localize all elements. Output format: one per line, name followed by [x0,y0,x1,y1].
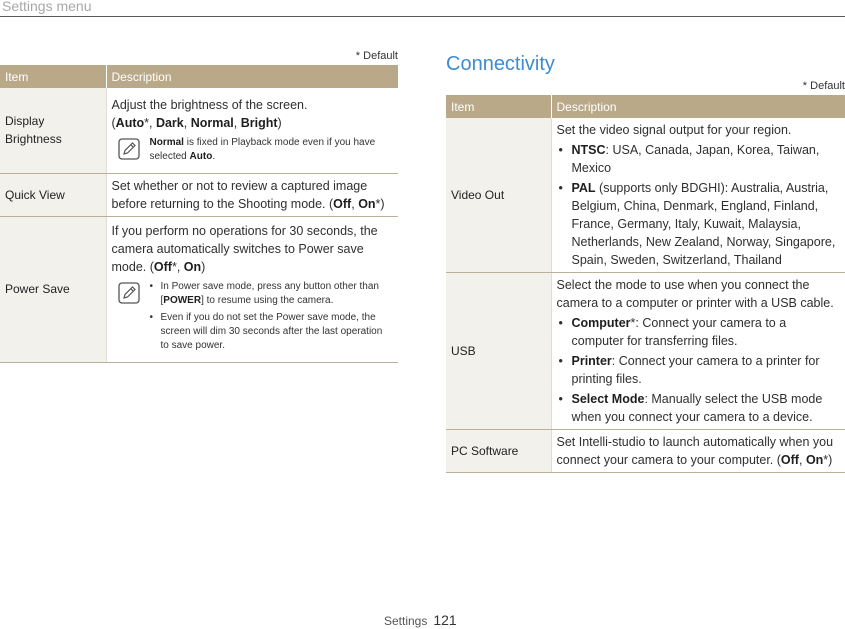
column-header-description: Description [551,95,845,118]
option: Off [153,260,172,274]
table-row [446,118,845,273]
table-header-row [446,95,845,118]
item-cell: Display Brightness [0,88,106,173]
option: Off [780,453,799,467]
table-row [446,430,845,473]
description-cell: Set whether or not to review a captured image before returning to the Shooting mode. (Off, On*) [106,173,398,216]
table-row [446,273,845,430]
option: Auto [115,116,145,131]
table-row [0,88,398,173]
options-line: (Auto*, Dark, Normal, Bright) [111,116,282,131]
page-header-title: Settings menu [2,0,92,14]
table-header-row [0,65,398,88]
description-cell [551,273,845,430]
note-pencil-icon [118,282,140,304]
description-cell [106,88,398,173]
section-title: Connectivity [446,53,555,75]
column-header-description: Description [106,65,398,88]
description-cell: Set Intelli-studio to launch automatically when you connect your camera to your computer. (Off, On*) [551,430,845,473]
item-cell: PC Software [446,430,551,473]
column-header-item: Item [446,95,551,118]
note-item: • In Power save mode, press any button other than [POWER] to resume using the camera. [150,280,394,308]
table-row [0,216,398,362]
description-text: If you perform no operations for 30 seconds, the camera automatically switches to Power save mode. (Off*, On) [111,224,378,274]
item-cell: Power Save [0,216,106,362]
item-cell: USB [446,273,551,430]
note-text [150,280,394,356]
description-cell [551,118,845,273]
page-number: 121 [433,612,457,628]
list-item: • NTSC: USA, Canada, Japan, Korea, Taiwan, Mexico [557,141,841,177]
page-footer [384,612,457,628]
list-item: • Computer*: Connect your camera to a computer for transferring files. [557,314,841,350]
note-pencil-icon [118,138,140,160]
default-note: * Default [802,80,845,92]
list-item: • PAL (supports only BDGHI): Australia, Austria, Belgium, China, Denmark, England, Finland, France, Germany, Italy, Kuwait, Malaysia, Netherlands, New Zealand, Norway, Singapore, Spain, Sweden, Switzerland, Thailand [557,179,841,269]
option: Normal [190,116,234,131]
description-cell [106,216,398,362]
left-column [0,48,398,363]
option: On [183,260,202,274]
description-text: Adjust the brightness of the screen. [111,98,308,113]
option: Bright [240,116,278,131]
list-item: • Select Mode: Manually select the USB mode when you connect your camera to a device. [557,390,841,426]
default-note: * Default [355,50,398,62]
option-list [557,314,841,426]
option: Off [333,196,352,211]
note [112,280,394,356]
column-header-item: Item [0,65,106,88]
option-list [557,141,841,269]
description-text: Set the video signal output for your region. [556,123,792,137]
description-text: Select the mode to use when you connect the camera to a computer or printer with a USB cable. [556,278,834,310]
settings-table [0,65,398,363]
note [112,136,394,164]
option: On [358,196,376,211]
footer-section: Settings [384,614,428,628]
connectivity-table [446,95,845,473]
option: Dark [155,116,184,131]
item-cell: Quick View [0,173,106,216]
page-header [0,0,845,17]
option: On [805,453,824,467]
table-row [0,173,398,216]
item-cell: Video Out [446,118,551,273]
note-text: Normal is fixed in Playback mode even if you have selected Auto. [149,137,376,163]
note-item: • Even if you do not set the Power save mode, the screen will dim 30 seconds after the last operation to save power. [150,311,394,353]
right-column [446,48,845,473]
list-item: • Printer: Connect your camera to a printer for printing files. [557,352,841,388]
